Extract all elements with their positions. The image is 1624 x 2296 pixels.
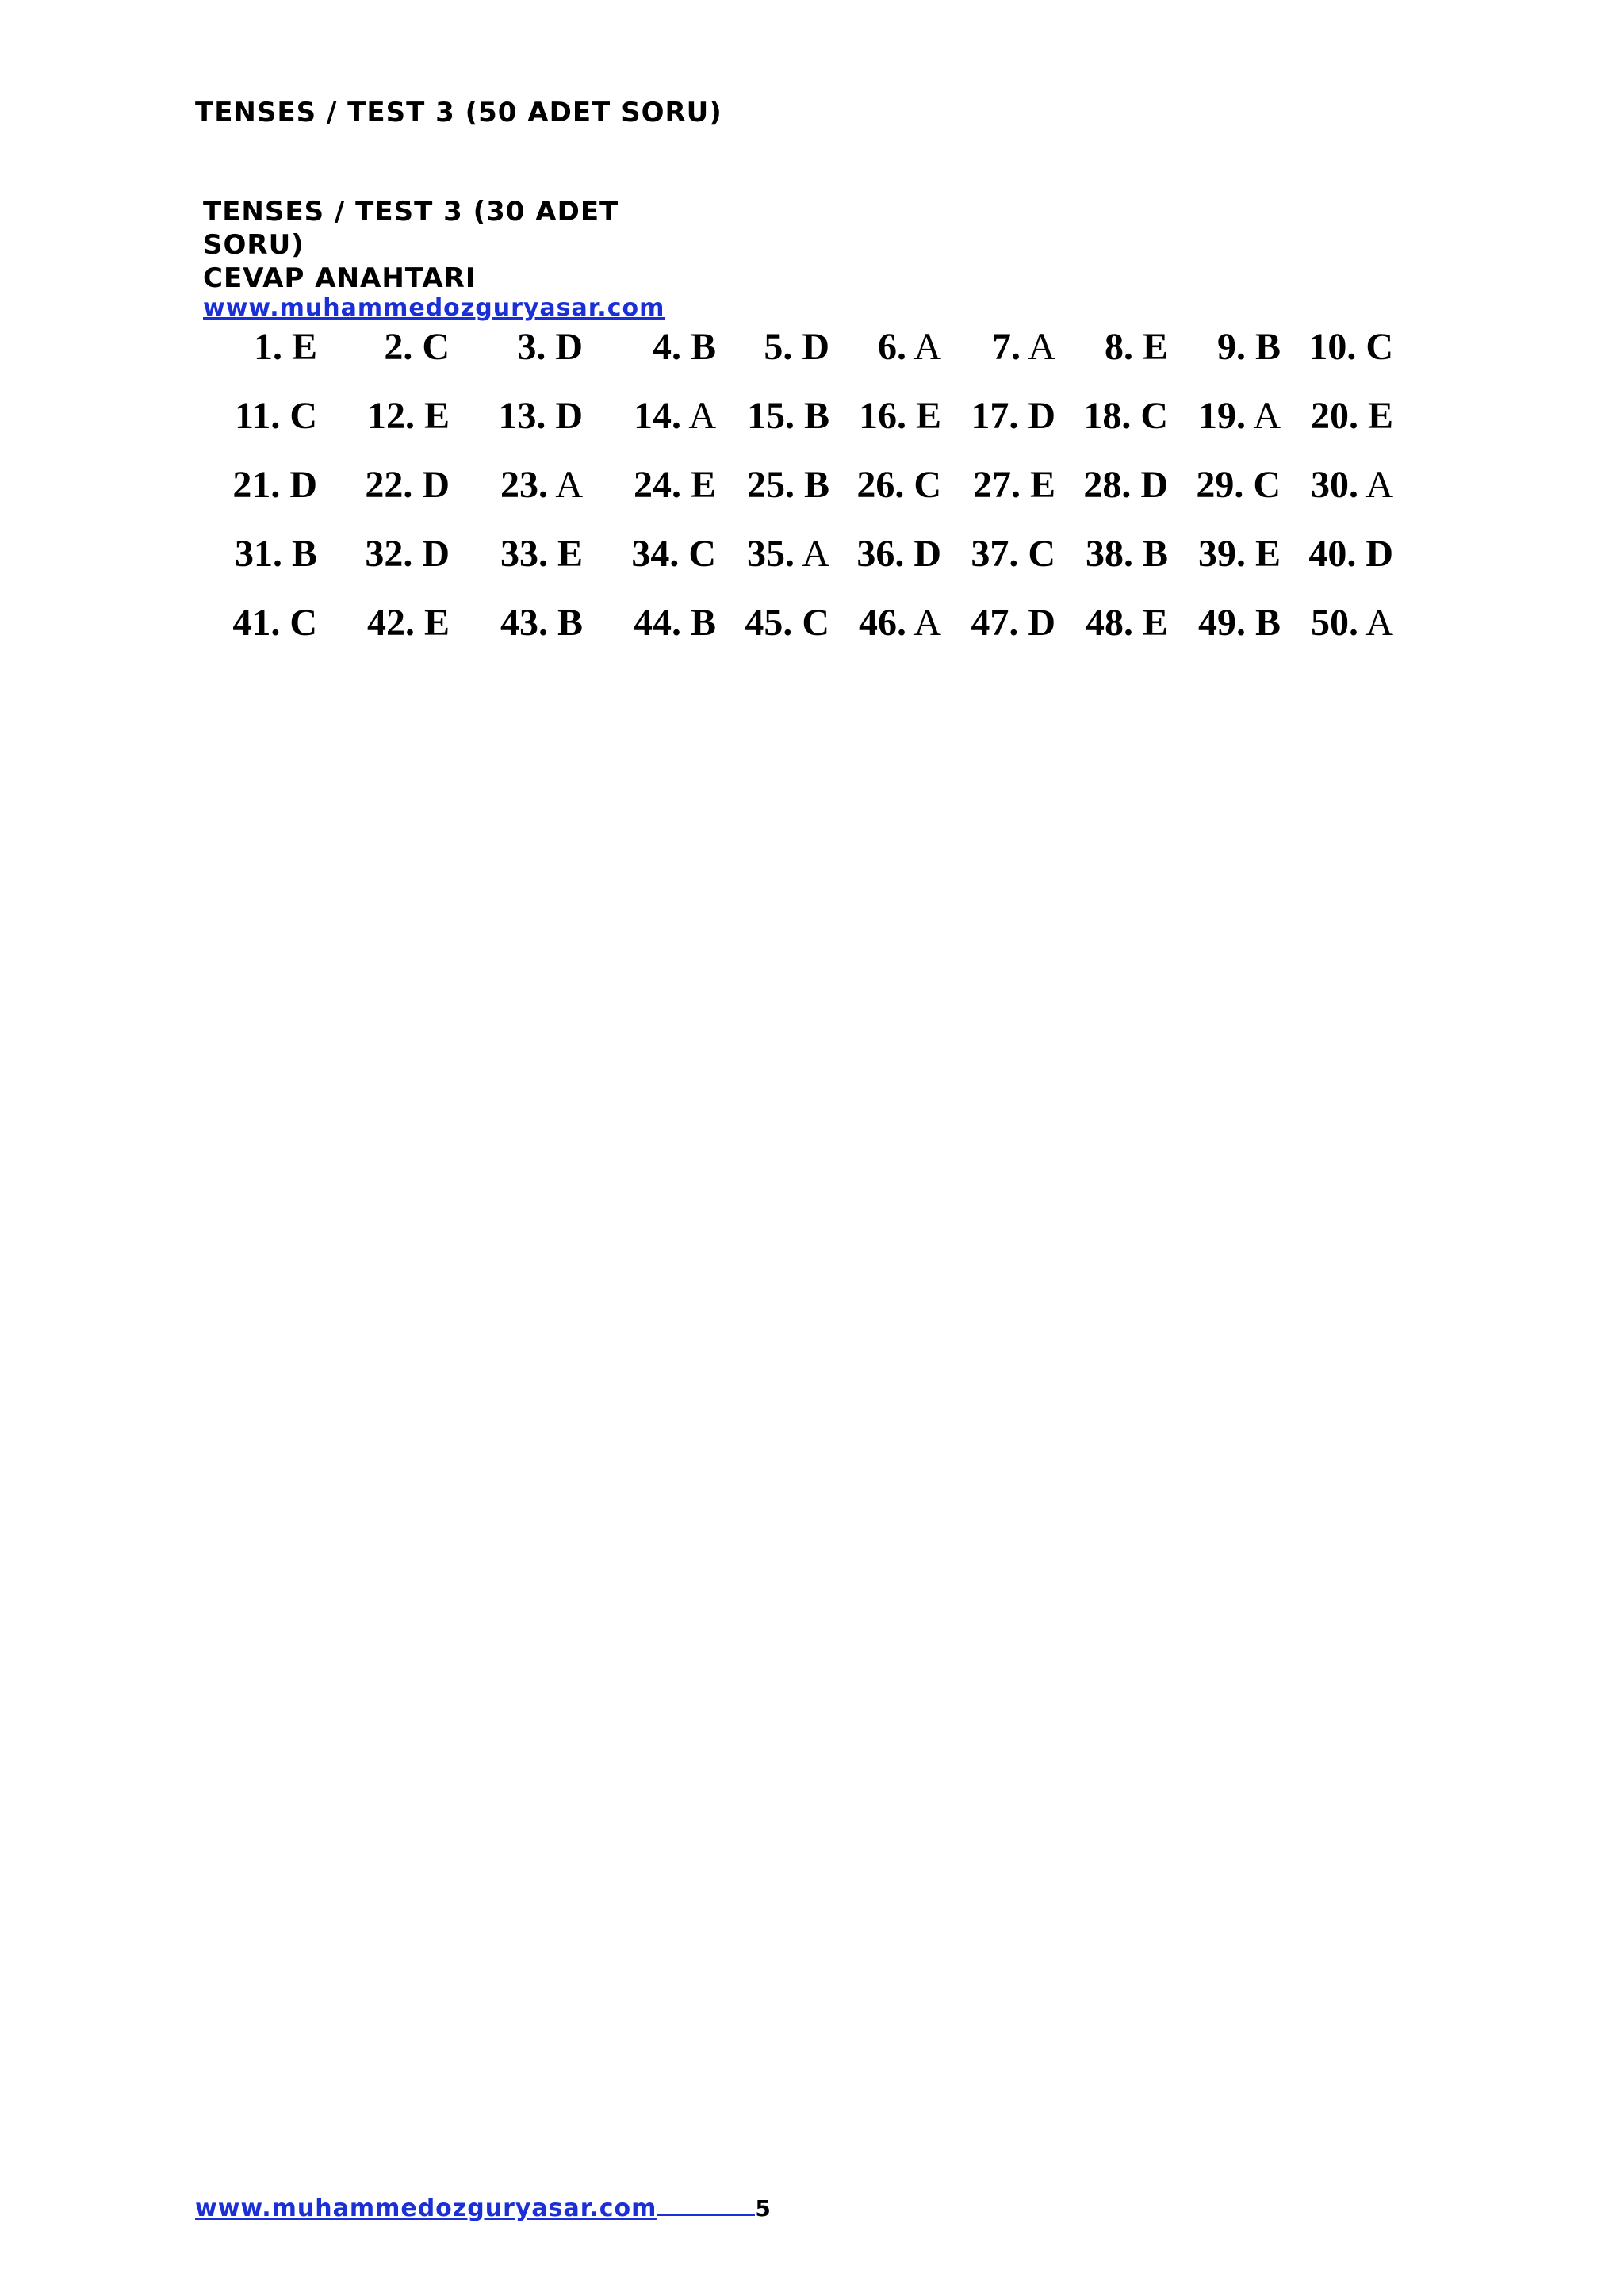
- answer-cell: [829, 588, 941, 657]
- answer-cell: [583, 450, 716, 519]
- question-number: 22.: [365, 464, 413, 506]
- answer-cell: [829, 381, 941, 450]
- answer-cell: [941, 588, 1055, 657]
- answer-cell: [1168, 588, 1281, 657]
- answer-letter: E: [291, 326, 317, 368]
- question-number: 27.: [972, 464, 1021, 506]
- answer-letter: C: [289, 602, 317, 644]
- answer-cell: [1281, 588, 1393, 657]
- answer-letter: B: [690, 326, 716, 368]
- answer-cell: [941, 450, 1055, 519]
- question-number: 34.: [631, 533, 680, 575]
- answer-cell: [450, 450, 583, 519]
- page-title: TENSES / TEST 3 (50 ADET SORU): [195, 97, 722, 128]
- question-number: 36.: [856, 533, 905, 575]
- answer-letter: D: [555, 395, 583, 437]
- answer-cell: [450, 381, 583, 450]
- question-number: 9.: [1216, 326, 1246, 368]
- answer-letter: D: [1028, 395, 1055, 437]
- question-number: 1.: [253, 326, 282, 368]
- answer-cell: [829, 450, 941, 519]
- question-number: 13.: [498, 395, 546, 437]
- answer-letter: E: [423, 602, 450, 644]
- answer-cell: [941, 381, 1055, 450]
- answer-letter: C: [914, 464, 941, 506]
- answer-letter: E: [915, 395, 941, 437]
- question-number: 42.: [366, 602, 415, 644]
- answer-letter: A: [1365, 464, 1393, 506]
- question-number: 11.: [234, 395, 281, 437]
- answer-cell: [224, 312, 317, 381]
- question-number: 14.: [633, 395, 681, 437]
- answer-cell: [317, 519, 450, 588]
- answer-letter: D: [1028, 602, 1055, 644]
- question-number: 48.: [1085, 602, 1133, 644]
- question-number: 25.: [746, 464, 795, 506]
- question-number: 31.: [234, 533, 282, 575]
- answer-cell: [1281, 519, 1393, 588]
- answer-cell: [450, 588, 583, 657]
- answer-cell: [317, 381, 450, 450]
- answer-cell: [1168, 519, 1281, 588]
- answer-letter: C: [688, 533, 716, 575]
- answer-cell: [1055, 519, 1168, 588]
- answer-cell: [1281, 450, 1393, 519]
- answer-letter: B: [1254, 602, 1281, 644]
- answer-letter: E: [1142, 326, 1168, 368]
- answer-letter: E: [557, 533, 583, 575]
- answer-cell: [716, 381, 829, 450]
- answer-row: [224, 312, 1393, 381]
- answer-letter: E: [1254, 533, 1281, 575]
- answer-cell: [1168, 381, 1281, 450]
- answer-letter: B: [1254, 326, 1281, 368]
- answer-key-table: [224, 312, 1393, 657]
- answer-key-header: [203, 195, 726, 322]
- question-number: 8.: [1104, 326, 1133, 368]
- answer-cell: [1168, 312, 1281, 381]
- answer-row: [224, 519, 1393, 588]
- answer-cell: [317, 312, 450, 381]
- answer-cell: [941, 519, 1055, 588]
- answer-cell: [1055, 312, 1168, 381]
- question-number: 12.: [366, 395, 415, 437]
- answer-row: [224, 588, 1393, 657]
- question-number: 30.: [1310, 464, 1358, 506]
- question-number: 45.: [745, 602, 793, 644]
- answer-letter: D: [555, 326, 583, 368]
- answer-letter: B: [1142, 533, 1168, 575]
- answer-letter: C: [802, 602, 829, 644]
- answer-letter: D: [422, 533, 450, 575]
- question-number: 20.: [1310, 395, 1358, 437]
- question-number: 32.: [365, 533, 413, 575]
- question-number: 18.: [1083, 395, 1132, 437]
- question-number: 50.: [1310, 602, 1358, 644]
- answer-cell: [317, 450, 450, 519]
- answer-cell: [1168, 450, 1281, 519]
- question-number: 40.: [1308, 533, 1357, 575]
- answer-letter: D: [422, 464, 450, 506]
- question-number: 49.: [1197, 602, 1246, 644]
- question-number: 10.: [1308, 326, 1357, 368]
- question-number: 47.: [971, 602, 1019, 644]
- answer-letter: A: [688, 395, 716, 437]
- question-number: 44.: [633, 602, 681, 644]
- answer-letter: A: [1365, 602, 1393, 644]
- answer-cell: [1281, 381, 1393, 450]
- question-number: 43.: [500, 602, 548, 644]
- question-number: 46.: [858, 602, 906, 644]
- page-footer: [195, 2195, 771, 2223]
- website-link[interactable]: www.muhammedozguryasar.com: [203, 294, 665, 322]
- answer-letter: D: [1365, 533, 1393, 575]
- answer-letter: A: [555, 464, 583, 506]
- question-number: 28.: [1083, 464, 1132, 506]
- answer-letter: A: [802, 533, 829, 575]
- answer-letter: D: [914, 533, 941, 575]
- answer-cell: [716, 312, 829, 381]
- answer-letter: C: [422, 326, 450, 368]
- answer-letter: C: [1028, 533, 1055, 575]
- answer-cell: [224, 588, 317, 657]
- answer-cell: [317, 588, 450, 657]
- answer-cell: [716, 519, 829, 588]
- question-number: 39.: [1197, 533, 1246, 575]
- question-number: 29.: [1196, 464, 1244, 506]
- answer-letter: B: [690, 602, 716, 644]
- answer-cell: [829, 519, 941, 588]
- answer-letter: D: [289, 464, 317, 506]
- answer-cell: [829, 312, 941, 381]
- question-number: 24.: [633, 464, 681, 506]
- answer-cell: [1055, 588, 1168, 657]
- question-number: 19.: [1197, 395, 1246, 437]
- question-number: 15.: [746, 395, 795, 437]
- answer-letter: B: [557, 602, 583, 644]
- answer-cell: [583, 381, 716, 450]
- answer-key-title: TENSES / TEST 3 (30 ADET SORU): [203, 196, 619, 261]
- answer-cell: [1055, 381, 1168, 450]
- footer-website-link[interactable]: www.muhammedozguryasar.com: [195, 2195, 657, 2222]
- question-number: 5.: [764, 326, 793, 368]
- answer-key-subtitle: CEVAP ANAHTARI: [203, 262, 477, 294]
- question-number: 23.: [500, 464, 548, 506]
- question-number: 41.: [232, 602, 281, 644]
- answer-cell: [1281, 312, 1393, 381]
- question-number: 4.: [652, 326, 681, 368]
- answer-letter: B: [803, 395, 829, 437]
- answer-cell: [583, 312, 716, 381]
- answer-cell: [224, 519, 317, 588]
- answer-letter: C: [1140, 395, 1168, 437]
- answer-letter: A: [914, 326, 941, 368]
- question-number: 17.: [971, 395, 1019, 437]
- answer-letter: E: [690, 464, 716, 506]
- question-number: 38.: [1085, 533, 1133, 575]
- question-number: 35.: [746, 533, 795, 575]
- page-number: 5: [755, 2195, 771, 2221]
- answer-cell: [583, 519, 716, 588]
- question-number: 7.: [991, 326, 1021, 368]
- footer-underline: [657, 2195, 755, 2216]
- answer-cell: [224, 381, 317, 450]
- answer-letter: A: [1028, 326, 1055, 368]
- question-number: 26.: [856, 464, 905, 506]
- question-number: 6.: [877, 326, 906, 368]
- question-number: 16.: [858, 395, 906, 437]
- answer-letter: A: [1253, 395, 1281, 437]
- answer-cell: [583, 588, 716, 657]
- answer-letter: E: [1367, 395, 1393, 437]
- question-number: 2.: [384, 326, 413, 368]
- answer-cell: [941, 312, 1055, 381]
- answer-letter: A: [914, 602, 941, 644]
- answer-letter: C: [1253, 464, 1281, 506]
- answer-letter: E: [423, 395, 450, 437]
- answer-cell: [224, 450, 317, 519]
- answer-row: [224, 450, 1393, 519]
- answer-cell: [716, 450, 829, 519]
- answer-letter: B: [291, 533, 317, 575]
- answer-cell: [450, 519, 583, 588]
- answer-letter: D: [802, 326, 829, 368]
- answer-letter: C: [289, 395, 317, 437]
- answer-cell: [450, 312, 583, 381]
- answer-row: [224, 381, 1393, 450]
- answer-letter: E: [1029, 464, 1055, 506]
- question-number: 21.: [232, 464, 281, 506]
- question-number: 37.: [971, 533, 1019, 575]
- answer-letter: B: [803, 464, 829, 506]
- answer-letter: D: [1140, 464, 1168, 506]
- answer-cell: [1055, 450, 1168, 519]
- answer-letter: C: [1365, 326, 1393, 368]
- question-number: 3.: [517, 326, 546, 368]
- answer-cell: [716, 588, 829, 657]
- question-number: 33.: [500, 533, 548, 575]
- answer-letter: E: [1142, 602, 1168, 644]
